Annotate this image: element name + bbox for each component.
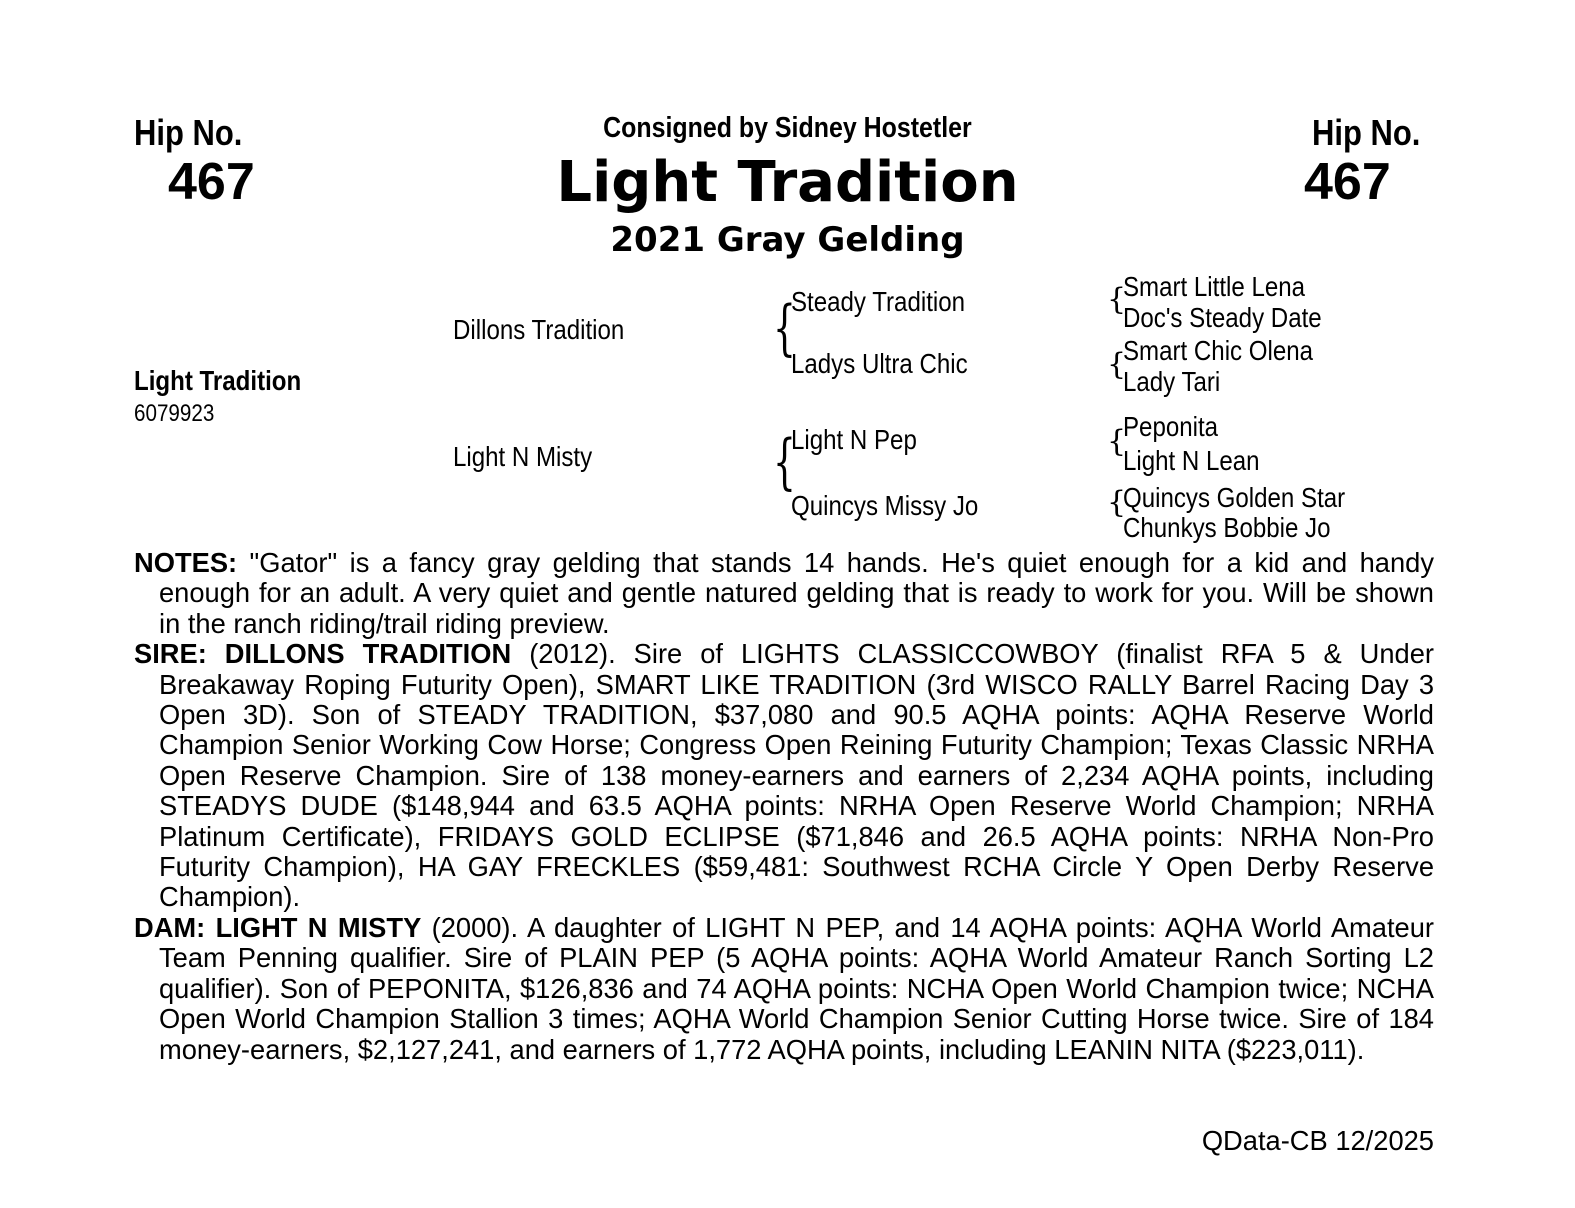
notes-paragraph: [134, 548, 1434, 639]
dam-label: DAM: LIGHT N MISTY: [134, 911, 422, 943]
sire-paragraph: [134, 639, 1434, 913]
dam-paragraph: [134, 913, 1434, 1065]
ggp-name: Chunkys Bobbie Jo: [1123, 512, 1331, 543]
subject-registration: 6079923: [134, 400, 215, 427]
brace-ggp-3-icon: {: [1107, 424, 1127, 459]
ggp-name: Doc's Steady Date: [1123, 302, 1322, 333]
notes-section: [134, 548, 1434, 1065]
sire-sire-name: Steady Tradition: [791, 286, 966, 317]
ggp-name: Peponita: [1123, 411, 1219, 442]
sire-label: SIRE: DILLONS TRADITION: [134, 638, 512, 670]
ggp-name: Smart Chic Olena: [1123, 335, 1314, 366]
footer-code: QData-CB 12/2025: [1201, 1125, 1434, 1156]
hip-number-right: 467: [1304, 153, 1391, 211]
sire-text: (2012). Sire of LIGHTS CLASSICCOWBOY (finalist RFA 5 & Under Breakaway Roping Futurity Open), SMART LIKE TRADITION (3rd WISCO RALLY Barrel Racing Day 3 Open 3D). Son of STEADY TRADITION, $37,080 and 90.5 AQHA points: AQHA Reserve World Champion Senior Working Cow Horse; Congress Open Reining Futurity Champion; Texas Classic NRHA Open Reserve Champion. Sire of 138 money-earners and earners of 2,234 AQHA points, including STEADYS DUDE ($148,944 and 63.5 AQHA points: NRHA Open Reserve World Champion; NRHA Platinum Certificate), FRIDAYS GOLD ECLIPSE ($71,846 and 26.5 AQHA points: NRHA Non-Pro Futurity Champion), HA GAY FRECKLES ($59,481: Southwest RCHA Circle Y Open Derby Reserve Champion).: [159, 638, 1434, 913]
dam-dam-name: Quincys Missy Jo: [791, 490, 979, 521]
hip-label-left: Hip No.: [134, 112, 243, 153]
notes-text: "Gator" is a fancy gray gelding that stands 14 hands. He's quiet enough for a kid and handy enough for an adult. A very quiet and gentle natured gelding that is ready to work for you. Will be shown in the ranch riding/trail riding preview.: [159, 547, 1434, 639]
subject-name: Light Tradition: [134, 365, 302, 396]
consignor: Consigned by Sidney Hostetler: [603, 112, 972, 144]
dam-sire-name: Light N Pep: [791, 424, 917, 455]
ggp-name: Smart Little Lena: [1123, 271, 1306, 302]
dam-text: (2000). A daughter of LIGHT N PEP, and 14 AQHA points: AQHA World Amateur Team Penning qualifier. Sire of PLAIN PEP (5 AQHA points: AQHA World Amateur Ranch Sorting L2 qualifier). Son of PEPONITA, $126,836 and 74 AQHA points: NCHA Open World Champion twice; NCHA Open World Champion Stallion 3 times; AQHA World Champion Senior Cutting Horse twice. Sire of 184 money-earners, $2,127,241, and earners of 1,772 AQHA points, including LEANIN NITA ($223,011).: [159, 911, 1434, 1065]
horse-title: Light Tradition: [556, 150, 1019, 215]
sire-dam-name: Ladys Ultra Chic: [791, 348, 968, 379]
ggp-name: Light N Lean: [1123, 445, 1260, 476]
brace-ggp-1-icon: {: [1107, 282, 1127, 317]
brace-ggp-4-icon: {: [1107, 485, 1127, 520]
sire-name: Dillons Tradition: [453, 314, 625, 345]
dam-name: Light N Misty: [453, 441, 593, 472]
hip-number-left: 467: [168, 153, 255, 211]
hip-label-right: Hip No.: [1312, 112, 1421, 153]
ggp-name: Quincys Golden Star: [1123, 482, 1346, 513]
horse-description: 2021 Gray Gelding: [610, 220, 965, 260]
brace-dam-icon: {: [773, 427, 796, 497]
notes-label: NOTES:: [134, 547, 238, 578]
brace-sire-icon: {: [773, 293, 796, 363]
ggp-name: Lady Tari: [1123, 366, 1221, 397]
brace-ggp-2-icon: {: [1107, 347, 1127, 382]
